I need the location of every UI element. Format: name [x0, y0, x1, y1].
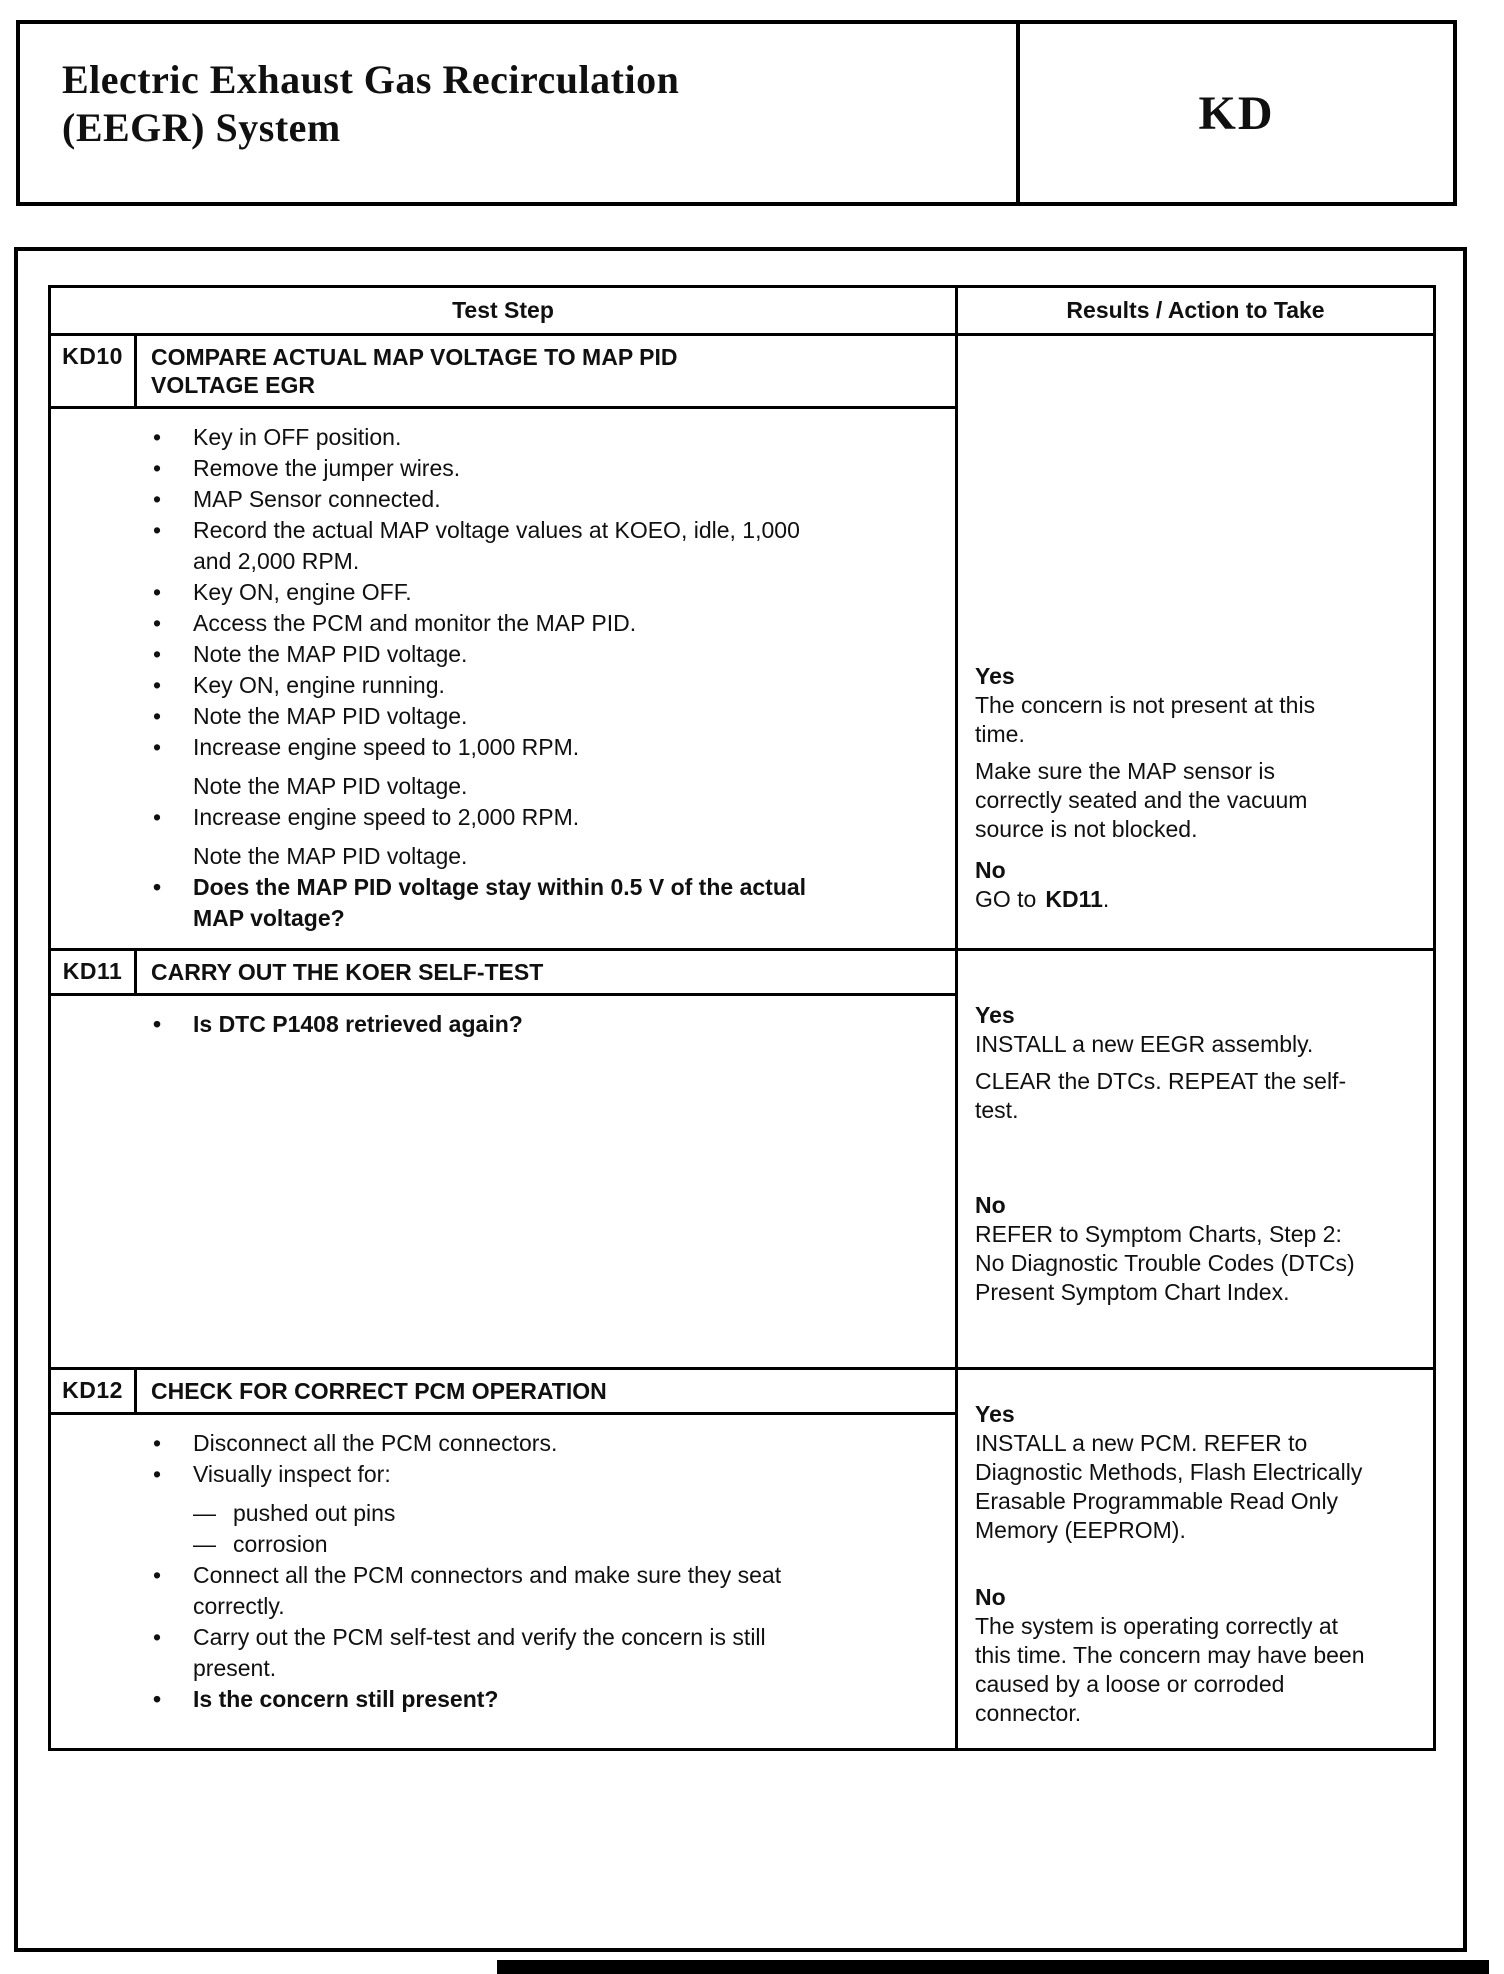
- bullet-marker: •: [153, 804, 162, 830]
- test-step-item: [153, 1498, 939, 1529]
- bullet-marker: •: [153, 1686, 162, 1712]
- step-title: [137, 951, 955, 993]
- result-yes-label: Yes: [975, 1401, 1015, 1427]
- pinpoint-test-table: [48, 285, 1436, 1751]
- bullet-marker: •: [153, 579, 162, 605]
- result-yes-label: Yes: [975, 1002, 1015, 1028]
- step-title-text: CARRY OUT THE KOER SELF-TEST: [151, 959, 544, 985]
- step-title: [137, 336, 955, 406]
- result-paragraph: INSTALL a new PCM. REFER to Diagnostic Methods, Flash Electrically Erasable Programmable Read Only Memory (EEPROM).: [975, 1430, 1363, 1543]
- bullet-marker: •: [153, 486, 162, 512]
- test-step-item: [153, 577, 939, 608]
- table-header-row: [51, 288, 1433, 336]
- test-step-cell: [51, 951, 958, 1367]
- bullet-marker: •: [153, 641, 162, 667]
- test-step-item: [153, 1428, 939, 1459]
- item-text: Key ON, engine running.: [193, 672, 445, 698]
- step-row-kd12: [51, 1370, 1433, 1748]
- step-item-list: [51, 409, 955, 948]
- item-text: Is DTC P1408 retrieved again?: [193, 1011, 523, 1037]
- results-cell: [958, 1370, 1433, 1748]
- result-yes-label: Yes: [975, 663, 1015, 689]
- document-title: [20, 24, 1016, 202]
- test-step-item: [153, 802, 939, 833]
- step-title-text: COMPARE ACTUAL MAP VOLTAGE TO MAP PID VOLTAGE EGR: [151, 344, 678, 398]
- test-step-item: [153, 732, 939, 763]
- bullet-marker: •: [153, 1624, 162, 1650]
- bullet-marker: •: [153, 517, 162, 543]
- bullet-marker: •: [153, 455, 162, 481]
- item-text: Increase engine speed to 2,000 RPM.: [193, 804, 580, 830]
- item-text: Note the MAP PID voltage.: [193, 703, 468, 729]
- step-item-list: [51, 1415, 955, 1729]
- bullet-marker: •: [153, 1430, 162, 1456]
- bullet-marker: [153, 771, 193, 802]
- bullet-marker: —: [193, 1500, 216, 1526]
- step-row-kd11: [51, 951, 1433, 1370]
- step-id: KD11: [51, 951, 137, 993]
- test-step-item: [153, 422, 939, 453]
- item-text: corrosion: [233, 1531, 328, 1557]
- item-text: Disconnect all the PCM connectors.: [193, 1430, 558, 1456]
- item-text: MAP Sensor connected.: [193, 486, 441, 512]
- goto-target: KD11: [1045, 886, 1103, 912]
- page-header: [16, 20, 1457, 206]
- title-line-2: (EEGR) System: [62, 105, 341, 150]
- test-step-item: [153, 670, 939, 701]
- item-text: Connect all the PCM connectors and make sure they seat correctly.: [193, 1562, 782, 1619]
- test-step-item: [153, 1009, 939, 1040]
- bullet-marker: •: [153, 672, 162, 698]
- test-step-item: [153, 484, 939, 515]
- section-code: KD: [1016, 24, 1453, 202]
- result-no-label: No: [975, 857, 1006, 883]
- step-row-kd10: [51, 336, 1433, 951]
- result-no-label: No: [975, 1584, 1006, 1610]
- item-text: pushed out pins: [233, 1500, 396, 1526]
- bullet-marker: [153, 841, 193, 872]
- content-frame: [14, 247, 1467, 1952]
- result-yes-block: [975, 1001, 1419, 1125]
- test-step-item: [153, 515, 939, 577]
- item-text: Record the actual MAP voltage values at KOEO, idle, 1,000 and 2,000 RPM.: [193, 517, 800, 574]
- test-step-item: [153, 1529, 939, 1560]
- test-step-item: [153, 771, 939, 802]
- item-text: Increase engine speed to 1,000 RPM.: [193, 734, 580, 760]
- result-paragraph: REFER to Symptom Charts, Step 2: No Diagnostic Trouble Codes (DTCs) Present Symptom Chart Index.: [975, 1221, 1355, 1305]
- column-header-test-step: Test Step: [51, 288, 958, 333]
- scan-artifact-bar: [497, 1960, 1489, 1974]
- item-text: Visually inspect for:: [193, 1461, 391, 1487]
- result-paragraph: CLEAR the DTCs. REPEAT the self-test.: [975, 1068, 1347, 1123]
- column-header-results: Results / Action to Take: [1066, 297, 1325, 323]
- bullet-marker: •: [153, 874, 162, 900]
- test-step-item: [153, 1684, 939, 1715]
- test-step-item: [153, 1459, 939, 1490]
- goto-suffix: .: [1102, 886, 1110, 912]
- result-no-block: [975, 1191, 1419, 1307]
- step-id: KD10: [51, 336, 137, 406]
- result-paragraph: The concern is not present at this time.: [975, 692, 1316, 747]
- results-cell: [958, 336, 1433, 948]
- step-header: [51, 336, 955, 409]
- result-paragraph: The system is operating correctly at this time. The concern may have been caused by a loose or corroded connector.: [975, 1613, 1365, 1726]
- item-text: Note the MAP PID voltage.: [193, 641, 468, 667]
- step-header: [51, 1370, 955, 1415]
- test-step-item: [153, 841, 939, 872]
- bullet-marker: •: [153, 610, 162, 636]
- bullet-marker: •: [153, 1461, 162, 1487]
- bullet-marker: •: [153, 734, 162, 760]
- item-text: Is the concern still present?: [193, 1686, 499, 1712]
- test-step-item: [153, 1560, 939, 1622]
- goto-prefix: GO to: [975, 886, 1037, 912]
- result-no-block: [975, 1583, 1419, 1728]
- result-yes-block: [975, 662, 1419, 844]
- item-text: Note the MAP PID voltage.: [193, 843, 468, 869]
- item-text: Carry out the PCM self-test and verify the concern is still present.: [193, 1624, 766, 1681]
- step-id: KD12: [51, 1370, 137, 1412]
- test-step-cell: [51, 1370, 958, 1748]
- step-item-list: [51, 996, 955, 1054]
- test-step-cell: [51, 336, 958, 948]
- result-no-label: No: [975, 1192, 1006, 1218]
- result-paragraph: INSTALL a new EEGR assembly.: [975, 1031, 1314, 1057]
- bullet-marker: •: [153, 424, 162, 450]
- item-text: Access the PCM and monitor the MAP PID.: [193, 610, 637, 636]
- bullet-marker: •: [153, 1562, 162, 1588]
- bullet-marker: •: [153, 1011, 162, 1037]
- result-paragraph: Make sure the MAP sensor is correctly seated and the vacuum source is not blocked.: [975, 758, 1308, 842]
- step-title-text: CHECK FOR CORRECT PCM OPERATION: [151, 1378, 607, 1404]
- item-text: Note the MAP PID voltage.: [193, 773, 468, 799]
- test-step-item: [153, 608, 939, 639]
- test-step-item: [153, 701, 939, 732]
- item-text: Remove the jumper wires.: [193, 455, 461, 481]
- result-yes-block: [975, 1400, 1419, 1545]
- item-text: Key ON, engine OFF.: [193, 579, 412, 605]
- title-line-1: Electric Exhaust Gas Recirculation: [62, 57, 680, 102]
- step-title: [137, 1370, 955, 1412]
- test-step-item: [153, 872, 939, 934]
- result-no-block: [975, 856, 1419, 914]
- test-step-item: [153, 639, 939, 670]
- test-step-item: [153, 1622, 939, 1684]
- test-step-item: [153, 453, 939, 484]
- step-header: [51, 951, 955, 996]
- bullet-marker: —: [193, 1531, 216, 1557]
- bullet-marker: •: [153, 703, 162, 729]
- item-text: Key in OFF position.: [193, 424, 402, 450]
- result-goto-line: [975, 885, 1367, 914]
- item-text: Does the MAP PID voltage stay within 0.5 V of the actual MAP voltage?: [193, 874, 807, 931]
- results-cell: [958, 951, 1433, 1367]
